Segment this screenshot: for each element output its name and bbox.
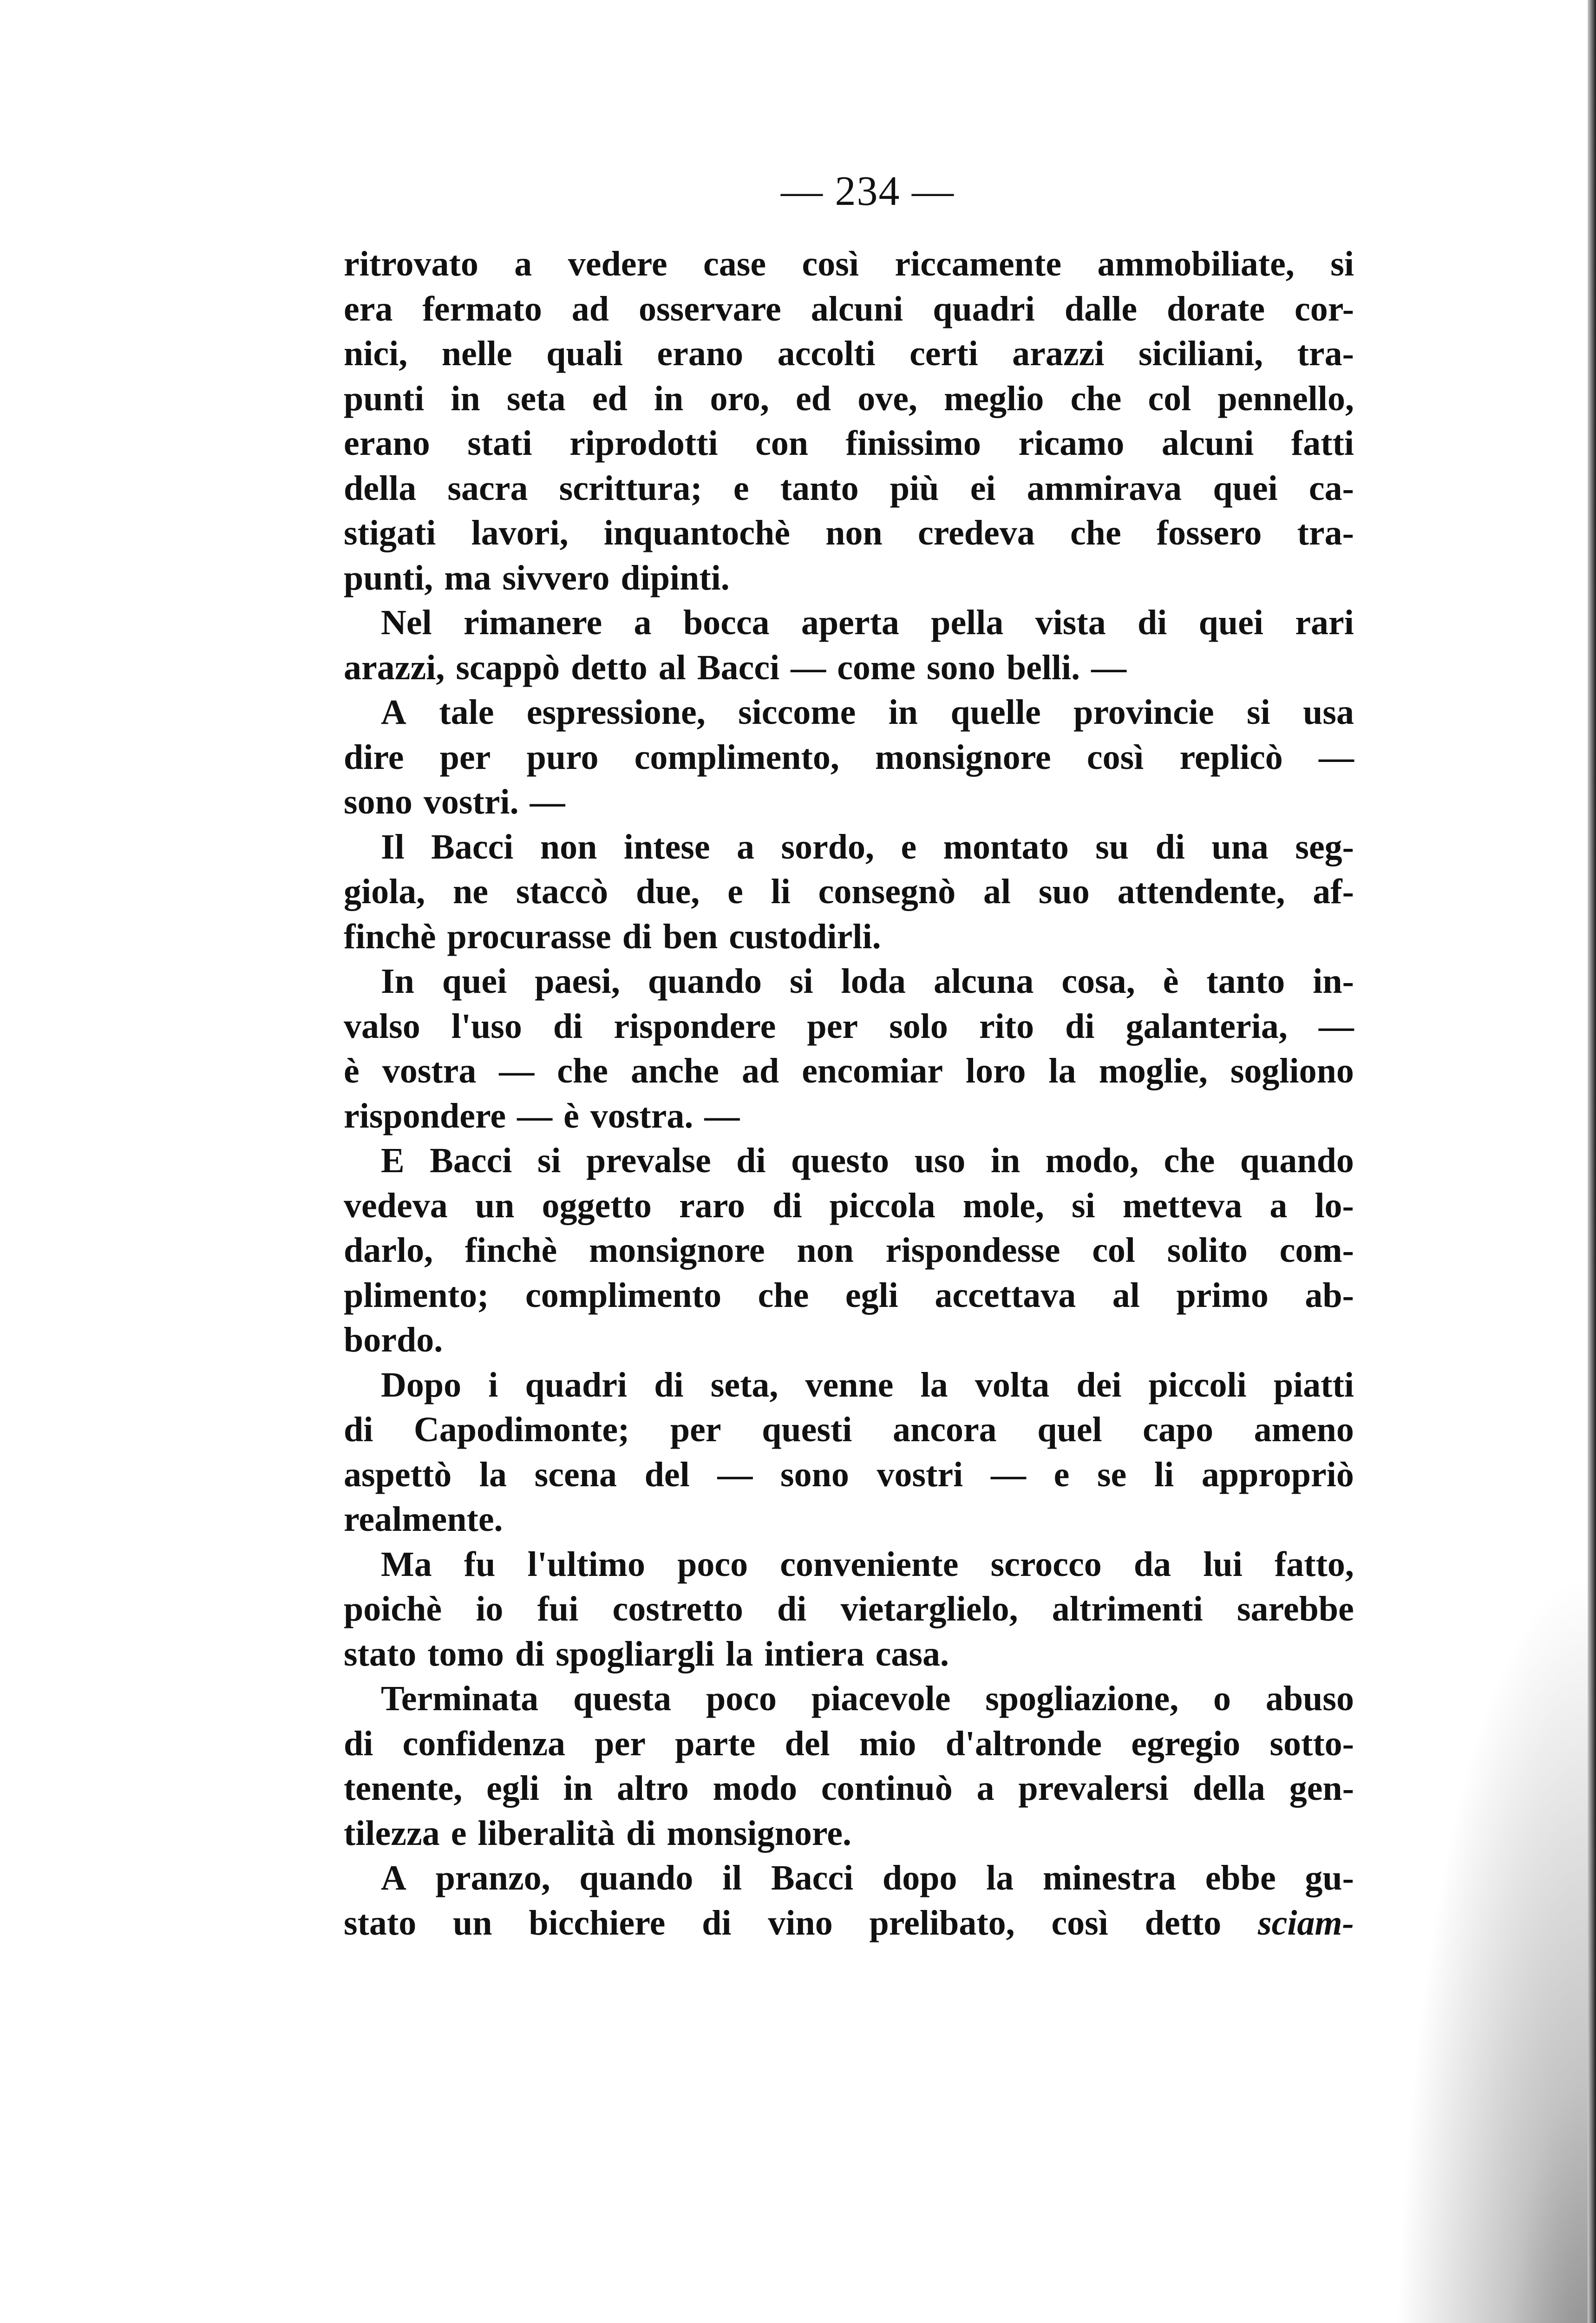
text-line: realmente.: [344, 1500, 503, 1539]
text-line: dire per puro complimento, monsignore così replicò —: [344, 737, 1354, 777]
text-line: bordo.: [344, 1320, 443, 1359]
text-line: A tale espressione, siccome in quelle provincie si usa: [381, 693, 1354, 732]
text-line: di Capodimonte; per questi ancora quel capo ameno: [344, 1410, 1354, 1449]
text-line: stato un bicchiere di vino prelibato, così detto sciam-: [344, 1901, 1354, 1946]
text-line: A pranzo, quando il Bacci dopo la minestra ebbe gu-: [381, 1858, 1354, 1897]
text-line: punti, ma sivvero dipinti.: [344, 558, 730, 597]
text-line: aspettò la scena del — sono vostri — e se li appropriò: [344, 1455, 1354, 1494]
text-line: della sacra scrittura; e tanto più ei ammirava quei ca-: [344, 468, 1354, 508]
text-line: stato tomo di spogliargli la intiera casa.: [344, 1634, 949, 1673]
text-line: stigati lavori, inquantochè non credeva che fossero tra-: [344, 513, 1354, 552]
text-line: Terminata questa poco piacevole spogliazione, o abuso: [381, 1679, 1354, 1718]
body-text: [344, 242, 1354, 1945]
text-line: plimento; complimento che egli accettava al primo ab-: [344, 1275, 1354, 1315]
text-line: di confidenza per parte del mio d'altronde egregio sotto-: [344, 1724, 1354, 1763]
text-line: era fermato ad osservare alcuni quadri dalle dorate cor-: [344, 289, 1354, 328]
scan-edge-shadow: [1588, 0, 1596, 2323]
text-line: vedeva un oggetto raro di piccola mole, si metteva a lo-: [344, 1186, 1354, 1225]
text-line: E Bacci si prevalse di questo uso in modo, che quando: [381, 1141, 1354, 1180]
text-line: darlo, finchè monsignore non rispondesse col solito com-: [344, 1231, 1354, 1270]
text-line: tilezza e liberalità di monsignore.: [344, 1813, 852, 1853]
page-number: — 234 —: [781, 168, 955, 214]
text-line: Ma fu l'ultimo poco conveniente scrocco da lui fatto,: [381, 1544, 1354, 1584]
text-line: giola, ne staccò due, e li consegnò al suo attendente, af-: [344, 872, 1354, 911]
text-line: In quei paesi, quando si loda alcuna cosa, è tanto in-: [381, 962, 1354, 1001]
text-line: nici, nelle quali erano accolti certi arazzi siciliani, tra-: [344, 334, 1354, 373]
text-line: valso l'uso di rispondere per solo rito di galanteria, —: [344, 1006, 1354, 1046]
text-line: Il Bacci non intese a sordo, e montato su di una seg-: [381, 827, 1354, 866]
text-line: sono vostri. —: [344, 782, 565, 821]
text-line: Nel rimanere a bocca aperta pella vista di quei rari: [381, 603, 1354, 642]
italic-word: sciam-: [1258, 1903, 1354, 1942]
text-line: rispondere — è vostra. —: [344, 1096, 740, 1135]
text-line: poichè io fui costretto di vietarglielo, altrimenti sarebbe: [344, 1589, 1354, 1628]
text-line: arazzi, scappò detto al Bacci — come sono belli. —: [344, 648, 1127, 687]
text-line: tenente, egli in altro modo continuò a prevalersi della gen-: [344, 1769, 1354, 1808]
scan-edge-smudge: [1393, 1568, 1588, 2323]
text-line: è vostra — che anche ad encomiar loro la moglie, sogliono: [344, 1051, 1354, 1090]
text-line: Dopo i quadri di seta, venne la volta dei piccoli piatti: [381, 1365, 1354, 1404]
text-line: punti in seta ed in oro, ed ove, meglio che col pennello,: [344, 379, 1354, 418]
text-line: erano stati riprodotti con finissimo ricamo alcuni fatti: [344, 424, 1354, 463]
text-line: ritrovato a vedere case così riccamente ammobiliate, si: [344, 244, 1354, 283]
text-line: finchè procurasse di ben custodirli.: [344, 917, 881, 956]
